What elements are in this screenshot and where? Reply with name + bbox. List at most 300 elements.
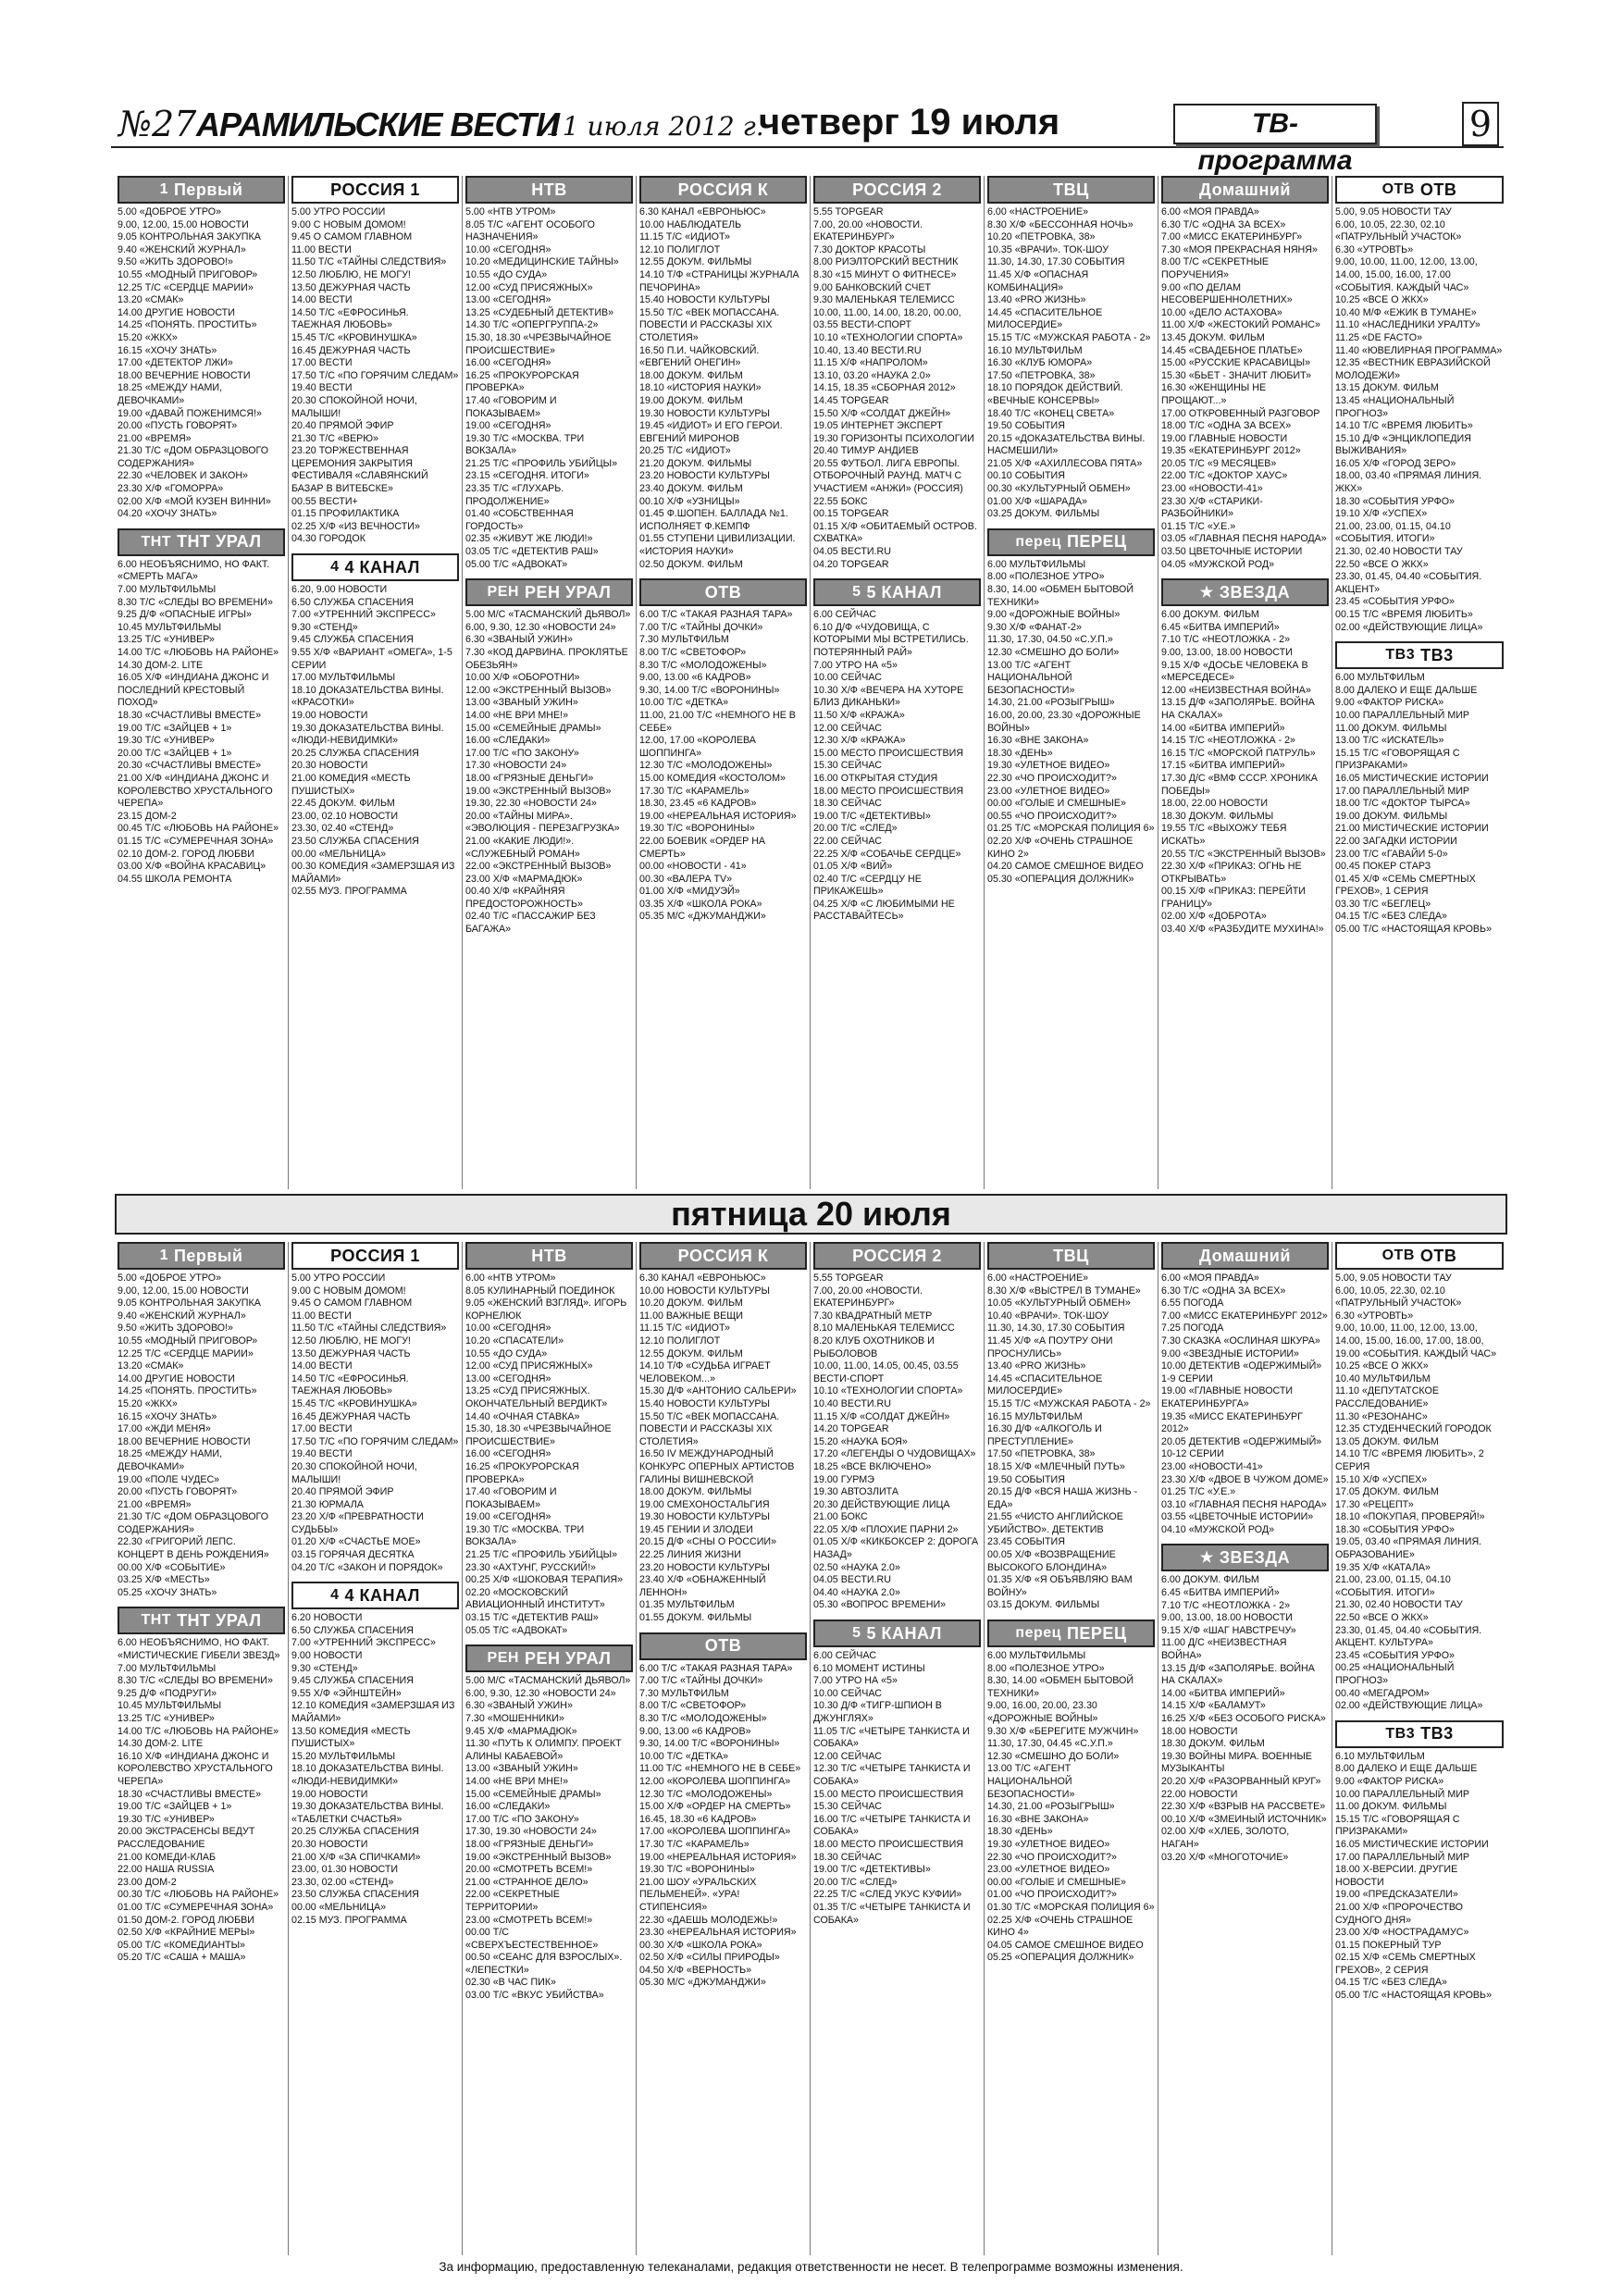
program-item: 01.40 «СОБСТВЕННАЯ ГОРДОСТЬ» <box>465 508 576 532</box>
program-item: 14.30, 21.00 «РОЗЫГРЫШ» <box>987 1801 1115 1813</box>
program-item: 17.30 «НОВОСТИ 24» <box>465 760 567 772</box>
program-item: 13.50 ДЕЖУРНАЯ ЧАСТЬ <box>291 1347 411 1359</box>
program-item: 10.55 «МОДНЫЙ ПРИГОВОР» <box>118 268 258 280</box>
program-item: 20.25 Т/С «ИДИОТ» <box>639 445 731 457</box>
program-item: 9.00, 12.00, 15.00 НОВОСТИ <box>118 1285 249 1297</box>
channel-logo <box>1161 176 1329 204</box>
program-item: 00.00 «МЕЛЬНИЦА» <box>291 1901 387 1913</box>
channel-icon: ОТВ <box>1381 1247 1415 1263</box>
program-item: 12.55 ДОКУМ. ФИЛЬМ <box>639 1347 743 1359</box>
program-item: 13.45 «НАЦИОНАЛЬНЫЙ ПРОГНОЗ» <box>1335 394 1457 419</box>
channel-name: ПЕРЕЦ <box>1066 532 1127 552</box>
program-item: 15.50 Х/Ф «СОЛДАТ ДЖЕЙН» <box>813 407 951 419</box>
channel-icon: перец <box>1015 1625 1061 1642</box>
program-item: 12.25 Т/С «СЕРДЦЕ МАРИИ» <box>118 281 254 293</box>
program-item: 8.05 КУЛИНАРНЫЙ ПОЕДИНОК <box>465 1285 615 1297</box>
program-list <box>639 609 807 924</box>
program-item: 18.30 ДОКУМ. ФИЛЬМ <box>1161 1738 1265 1750</box>
channel-block <box>987 1620 1155 1965</box>
program-item: 18.00 Т/С «ДОКТОР ТЫРСА» <box>1335 798 1470 810</box>
program-item: 9.30 МАЛЕНЬКАЯ ТЕЛЕМИСС <box>813 294 955 306</box>
program-item: 22.30 Х/Ф «ПРИКАЗ: ОГНЬ НЕ ОТКРЫВАТЬ» <box>1161 861 1305 885</box>
program-item: 9.55 Х/Ф «ЭЙНШТЕЙН» <box>291 1687 402 1699</box>
program-item: 23.35 Т/С «ГЛУХАРЬ. ПРОДОЛЖЕНИЕ» <box>465 483 567 507</box>
channel-name: ТНТ УРАЛ <box>177 532 262 552</box>
program-item: 23.40 Х/Ф «ОБНАЖЕННЫЙ ЛЕННОН» <box>639 1574 769 1598</box>
channel-name: 4 КАНАЛ <box>344 1585 420 1605</box>
program-item: 16.00 ОТКРЫТАЯ СТУДИЯ <box>813 772 938 784</box>
channel-logo <box>1161 1242 1329 1270</box>
schedule-column <box>637 176 811 1189</box>
program-item: 17.00 «КОРОЛЕВА ШОППИНГА» <box>639 1826 791 1838</box>
program-item: 9.45 О САМОМ ГЛАВНОМ <box>291 1297 413 1309</box>
program-item: 00.30 КОМЕДИЯ «ЗАМЕРЗШАЯ ИЗ МАЙАМИ» <box>291 861 458 885</box>
program-item: 22.25 ЛИНИЯ ЖИЗНИ <box>639 1549 741 1561</box>
program-item: 16.15 «ХОЧУ ЗНАТЬ» <box>118 344 217 356</box>
program-item: 00.30 «КУЛЬТУРНЫЙ ОБМЕН» <box>987 483 1131 495</box>
channel-name: РОССИЯ 2 <box>852 1246 942 1265</box>
program-item: 16.30 «ВНЕ ЗАКОНА» <box>987 1813 1089 1825</box>
program-item: 11.15 Т/С «ИДИОТ» <box>639 231 730 243</box>
program-item: 22.05 Х/Ф «ПЛОХИЕ ПАРНИ 2» <box>813 1523 959 1535</box>
program-item: 21.00, 23.00, 01.15, 04.10 «СОБЫТИЯ. ИТОГИ» <box>1335 520 1454 545</box>
program-item: 14.10 Т/Ф «СТРАНИЦЫ ЖУРНАЛА ПЕЧОРИНА» <box>639 268 802 293</box>
program-item: 15.00 МЕСТО ПРОИСШЕСТВИЯ <box>813 1788 964 1800</box>
program-item: 10.00 СЕЙЧАС <box>813 1687 882 1699</box>
program-item: 6.30 КАНАЛ «ЕВРОНЬЮС» <box>639 206 766 217</box>
program-item: 13.00 «ЗВАНЫЙ УЖИН» <box>465 1763 578 1775</box>
program-item: 05.25 «ОПЕРАЦИЯ ДОЛЖНИК» <box>987 1952 1134 1964</box>
channel-name: РОССИЯ 2 <box>852 180 942 199</box>
program-item: 04.10 «МУЖСКОЙ РОД» <box>1161 1523 1275 1535</box>
program-item: 02.25 Х/Ф «ИЗ ВЕЧНОСТИ» <box>291 520 420 532</box>
program-item: 23.00 Х/Ф «НОСТРАДАМУС» <box>1335 1927 1469 1939</box>
program-item: 11.00 ДОКУМ. ФИЛЬМЫ <box>1335 722 1447 734</box>
program-item: 04.05 «МУЖСКОЙ РОД» <box>1161 558 1275 570</box>
program-item: 20.00 «ПУСТЬ ГОВОРЯТ» <box>118 1486 238 1498</box>
program-item: 14.30 Т/С «ОПЕРГРУППА-2» <box>465 319 599 331</box>
program-item: 12.25 Т/С «СЕРДЦЕ МАРИИ» <box>118 1347 254 1359</box>
program-item: 00.30 «ВАЛЕРА TV» <box>639 873 733 885</box>
channel-logo <box>813 1620 981 1647</box>
program-item: 22.50 «ВСЕ О ЖКХ» <box>1335 558 1429 570</box>
program-item: 9.00, 12.00, 15.00 НОВОСТИ <box>118 218 249 230</box>
program-item: 7.00 «МИСС ЕКАТЕРИНБУРГ 2012» <box>1161 1309 1328 1322</box>
program-item: 03.35 Х/Ф «ШКОЛА РОКА» <box>639 898 762 910</box>
program-item: 14.00 Т/С «ЛЮБОВЬ НА РАЙОНЕ» <box>118 1725 279 1737</box>
program-list <box>118 1637 285 1964</box>
program-item: 13.40 «PRO ЖИЗНЬ» <box>987 294 1086 306</box>
channel-icon: 5 <box>852 1625 861 1642</box>
program-item: 7.10 Т/С «НЕОТЛОЖКА - 2» <box>1161 634 1291 646</box>
program-item: 20.25 СЛУЖБА СПАСЕНИЯ <box>291 1826 419 1838</box>
program-item: 12.30 «СМЕШНО ДО БОЛИ» <box>987 647 1120 658</box>
program-item: 16.05 МИСТИЧЕСКИЕ ИСТОРИИ <box>1335 1838 1489 1850</box>
program-item: 9.00 БАНКОВСКИЙ СЧЕТ <box>813 281 932 293</box>
program-item: 13.45 ДОКУМ. ФИЛЬМ <box>1161 331 1265 343</box>
program-item: 18.30 «СЧАСТЛИВЫ ВМЕСТЕ» <box>118 1788 262 1800</box>
program-item: 20.00 ЭКСТРАСЕНСЫ ВЕДУТ РАССЛЕДОВАНИЕ <box>118 1826 258 1850</box>
program-item: 11.50 Т/С «ТАЙНЫ СЛЕДСТВИЯ» <box>291 256 447 268</box>
program-list <box>987 1272 1155 1612</box>
program-item: 13.15 Д/Ф «ЗАПОЛЯРЬЕ. ВОЙНА НА СКАЛАХ» <box>1161 1662 1318 1687</box>
program-item: 12.35 СТУДЕНЧЕСКИЙ ГОРОДОК <box>1335 1423 1492 1435</box>
channel-block <box>813 1620 981 1927</box>
program-item: 15.20 МУЛЬТФИЛЬМЫ <box>291 1750 396 1762</box>
program-item: 16.50 П.И. ЧАЙКОВСКИЙ. «ЕВГЕНИЙ ОНЕГИН» <box>639 344 762 369</box>
program-item: 9.45 СЛУЖБА СПАСЕНИЯ <box>291 1675 414 1687</box>
program-list <box>118 559 285 886</box>
program-item: 17.40 «ГОВОРИМ И ПОКАЗЫВАЕМ» <box>465 1486 560 1510</box>
program-item: 8.30, 14.00 «ОБМЕН БЫТОВОЙ ТЕХНИКИ» <box>987 584 1137 608</box>
program-item: 02.50 ДОКУМ. ФИЛЬМ <box>639 558 743 570</box>
program-item: 05.00 Т/С «КОМЕДИАНТЫ» <box>118 1939 245 1951</box>
program-item: 19.00 НОВОСТИ <box>291 709 368 721</box>
program-item: 16.15 МУЛЬТФИЛЬМ <box>987 1410 1083 1422</box>
program-item: 19.30 Т/С «МОСКВА. ТРИ ВОКЗАЛА» <box>465 1523 588 1548</box>
program-item: 05.20 Т/С «САША + МАША» <box>118 1952 246 1964</box>
program-item: 00.15 Х/Ф «ПРИКАЗ: ПЕРЕЙТИ ГРАНИЦУ» <box>1161 886 1308 910</box>
channel-logo <box>639 1632 807 1660</box>
program-item: 6.00 «НАСТРОЕНИЕ» <box>987 1272 1089 1284</box>
channel-block <box>639 1242 807 1625</box>
program-list <box>465 206 633 571</box>
program-item: 11.15 Х/Ф «НАПРОЛОМ» <box>813 357 928 369</box>
program-item: 14.10 Т/Ф «СУДЬБА ИГРАЕТ ЧЕЛОВЕКОМ...» <box>639 1360 774 1384</box>
program-item: 8.30 Т/С «МОЛОДОЖЕНЫ» <box>639 1713 767 1724</box>
program-item: 05.30 М/С «ДЖУМАНДЖИ» <box>639 1977 766 1989</box>
program-item: 11.30, 14.30, 17.30 СОБЫТИЯ <box>987 256 1125 268</box>
channel-logo <box>639 1242 807 1270</box>
program-list <box>813 1272 981 1612</box>
program-item: 21.00 «ВРЕМЯ» <box>118 432 192 444</box>
program-item: 5.55 TOPGEAR <box>813 1272 884 1284</box>
program-item: 12.30 Х/Ф «КРАЖА» <box>813 735 906 747</box>
program-item: 10.30 Д/Ф «ТИГР-ШПИОН В ДЖУНГЛЯХ» <box>813 1700 945 1724</box>
program-item: 02.00 Х/Ф «ДОБРОТА» <box>1161 911 1267 923</box>
program-list <box>465 1675 633 2002</box>
channel-icon: РЕН <box>487 584 519 601</box>
program-item: 11.00 ВАЖНЫЕ ВЕЩИ <box>639 1309 743 1322</box>
program-list <box>1161 206 1329 571</box>
program-item: 18.10 ДОКАЗАТЕЛЬСТВА ВИНЫ. «КРАСОТКИ» <box>291 684 447 709</box>
program-item: 8.30 Х/Ф «БЕССОННАЯ НОЧЬ» <box>987 218 1134 230</box>
program-item: 16.00 «СЕГОДНЯ» <box>465 357 551 369</box>
program-item: 6.20, 9.00 НОВОСТИ <box>291 584 388 596</box>
program-item: 03.15 ДОКУМ. ФИЛЬМЫ <box>987 1599 1100 1611</box>
program-item: 16.25 «ПРОКУРОРСКАЯ ПРОВЕРКА» <box>465 1460 582 1485</box>
program-item: 18.00 ВЕЧЕРНИЕ НОВОСТИ <box>118 369 251 381</box>
program-item: 15.00 «СЕМЕЙНЫЕ ДРАМЫ» <box>465 722 601 734</box>
program-list <box>291 206 459 546</box>
program-item: 6.20 НОВОСТИ <box>291 1612 363 1624</box>
program-list <box>987 559 1155 886</box>
program-item: 14.15, 18.35 «СБОРНАЯ 2012» <box>813 382 956 394</box>
program-item: 17.00 ПАРАЛЛЕЛЬНЫЙ МИР <box>1335 1851 1470 1863</box>
program-item: 20.15 Д/Ф «СНЫ О РОССИИ» <box>639 1536 777 1548</box>
program-item: 03.25 ДОКУМ. ФИЛЬМЫ <box>987 508 1100 520</box>
schedule-column <box>811 176 985 1189</box>
program-item: 18.30 ДОКУМ. ФИЛЬМЫ <box>1161 810 1274 822</box>
program-item: 19.00 ДОКУМ. ФИЛЬМ <box>639 394 743 406</box>
program-item: 6.00, 9.30, 12.30 «НОВОСТИ 24» <box>465 1687 616 1699</box>
program-item: 19.00 ДОКУМ. ФИЛЬМЫ <box>1335 810 1448 822</box>
program-item: 16.05 Х/Ф «ИНДИАНА ДЖОНС И ПОСЛЕДНИЙ КРЕСТОВЫЙ ПОХОД» <box>118 672 272 709</box>
program-item: 18.25 «ВСЕ ВКЛЮЧЕНО» <box>813 1460 932 1472</box>
channel-icon: перец <box>1015 533 1061 550</box>
channel-name: ОТВ <box>1419 180 1457 199</box>
program-item: 8.30 Т/С «СЛЕДЫ ВО ВРЕМЕНИ» <box>118 596 273 608</box>
program-item: 18.00 НОВОСТИ <box>1161 1725 1238 1737</box>
schedule-column <box>115 176 289 1189</box>
program-item: 10.30 Х/Ф «ВЕЧЕРА НА ХУТОРЕ БЛИЗ ДИКАНЬКИ» <box>813 684 967 709</box>
program-item: 20.40 ПРЯМОЙ ЭФИР <box>291 420 394 432</box>
program-item: 01.00 Х/Ф «ШАРАДА» <box>987 495 1087 507</box>
program-item: 21.00 ШОУ «УРАЛЬСКИХ ПЕЛЬМЕНЕЙ». «УРА! СТИПЕНСИЯ» <box>639 1876 760 1913</box>
program-item: 9.00, 10.00, 11.00, 12.00, 13.00, 14.00, 15.00, 16.00, 17.00 «СОБЫТИЯ. КАЖДЫЙ ЧАС» <box>1335 256 1481 293</box>
program-item: 9.55 Х/Ф «ВАРИАНТ «ОМЕГА», 1-5 СЕРИИ <box>291 647 455 671</box>
program-item: 13.50 ДЕЖУРНАЯ ЧАСТЬ <box>291 281 411 293</box>
program-item: 8.20 КЛУБ ОХОТНИКОВ И РЫБОЛОВОВ <box>813 1334 937 1359</box>
channel-name: НТВ <box>531 180 567 199</box>
program-item: 23.00, 01.30 НОВОСТИ <box>291 1864 399 1876</box>
program-item: 11.10 «НАСЛЕДНИКИ УРАЛТУ» <box>1335 319 1481 331</box>
program-item: 20.00 «СМОТРЕТЬ ВСЕМ!» <box>465 1864 593 1876</box>
program-item: 16.15 Т/С «МОРСКОЙ ПАТРУЛЬ» <box>1161 747 1316 759</box>
tv-program-badge: ТВ-программа <box>1173 104 1377 144</box>
program-item: 11.30 «РЕЗОНАНС» <box>1335 1410 1428 1422</box>
program-item: 22.00 ЗАГАДКИ ИСТОРИИ <box>1335 835 1457 847</box>
program-item: 01.15 Т/С «У.Е.» <box>1161 520 1236 532</box>
program-item: 6.00 НЕОБЪЯСНИМО, НО ФАКТ. «МИСТИЧЕСКИЕ ГИБЕЛИ ЗВЕЗД» <box>118 1637 280 1662</box>
channel-name: 5 КАНАЛ <box>866 582 942 602</box>
program-item: 02.20 Х/Ф «ОЧЕНЬ СТРАШНОЕ КИНО 2» <box>987 835 1136 860</box>
program-item: 05.30 «ОПЕРАЦИЯ ДОЛЖНИК» <box>987 873 1134 885</box>
program-item: 12.30 Т/С «МОЛОДОЖЕНЫ» <box>639 1788 773 1800</box>
program-item: 9.00, 10.00, 11.00, 12.00, 13.00, 14.00, 15.00, 16.00, 17.00, 18.00, 19.00 «СОБЫТИЯ. КАЖДЫЙ ЧАС» <box>1335 1322 1497 1359</box>
program-item: 18.15 Х/Ф «МЛЕЧНЫЙ ПУТЬ» <box>987 1460 1125 1472</box>
program-item: 02.00 Х/Ф «МОЙ КУЗЕН ВИННИ» <box>118 495 271 507</box>
program-item: 9.30 «СТЕНД» <box>291 621 358 633</box>
program-item: 11.45 Х/Ф «А ПОУТРУ ОНИ ПРОСНУЛИСЬ» <box>987 1334 1116 1359</box>
channel-logo <box>291 176 459 204</box>
program-list <box>813 609 981 924</box>
program-item: 21.55 «ЧИСТО АНГЛИЙСКОЕ УБИЙСТВО». ДЕТЕКТИВ <box>987 1511 1126 1535</box>
channel-block <box>813 578 981 924</box>
program-item: 9.00, 13.00 «6 КАДРОВ» <box>639 672 751 684</box>
program-item: 19.00 «ГЛАВНЫЕ НОВОСТИ ЕКАТЕРИНБУРГА» <box>1161 1385 1296 1409</box>
program-item: 00.00 «НОВОСТИ - 41» <box>639 861 747 873</box>
program-item: 8.10 МАЛЕНЬКАЯ ТЕЛЕМИСС <box>813 1322 955 1334</box>
program-item: 13.25 Т/С «УНИВЕР» <box>118 634 215 646</box>
channel-name: НТВ <box>531 1246 567 1265</box>
program-item: 9.00, 16.00, 20.00, 23.30 «ДОРОЖНЫЕ ВОЙНЫ» <box>987 1700 1100 1724</box>
channel-name: РЕН УРАЛ <box>524 582 612 602</box>
program-item: 7.30 КВАДРАТНЫЙ МЕТР <box>813 1309 933 1322</box>
program-item: 13.20 «СМАК» <box>118 1360 184 1372</box>
program-item: 00.45 ПОКЕР СТАРЗ <box>1335 861 1431 873</box>
channel-name: Домашний <box>1199 180 1291 199</box>
channel-logo <box>1335 1720 1504 1748</box>
channel-name: ТВЦ <box>1053 1246 1089 1265</box>
program-item: 04.05 ВЕСТИ.RU <box>813 546 891 558</box>
program-item: 10.00 ДЕТЕКТИВ «ОДЕРЖИМЫЙ» 1-9 СЕРИИ <box>1161 1360 1325 1384</box>
program-item: 05.05 Т/С «АДВОКАТ» <box>465 1624 568 1636</box>
program-item: 14.40 «ОЧНАЯ СТАВКА» <box>465 1410 580 1422</box>
program-item: 12.35 «ВЕСТНИК ЕВРАЗИЙСКОЙ МОЛОДЕЖИ» <box>1335 357 1493 381</box>
program-item: 11.30, 17.30, 04.50 «С.У.П.» <box>987 634 1113 646</box>
schedule-column <box>463 1242 637 2255</box>
channel-logo <box>465 1644 633 1672</box>
program-item: 18.30 «СЧАСТЛИВЫ ВМЕСТЕ» <box>118 709 262 721</box>
channel-block <box>1161 1544 1329 1864</box>
program-item: 22.50 «ВСЕ О ЖКХ» <box>1335 1612 1429 1624</box>
friday-schedule <box>115 1242 1507 2255</box>
program-item: 02.20 «МОСКОВСКИЙ АВИАЦИОННЫЙ ИНСТИТУТ» <box>465 1586 605 1611</box>
channel-block <box>1335 641 1504 936</box>
program-item: 01.45 Х/Ф «СЕМЬ СМЕРТНЫХ ГРЕХОВ», 1 СЕРИЯ <box>1335 873 1479 898</box>
channel-logo <box>813 176 981 204</box>
program-item: 9.45 О САМОМ ГЛАВНОМ <box>291 231 413 243</box>
program-item: 6.00 «НАСТРОЕНИЕ» <box>987 206 1089 217</box>
program-item: 7.00, 20.00 «НОВОСТИ. ЕКАТЕРИНБУРГ» <box>813 218 926 243</box>
channel-logo <box>291 1242 459 1270</box>
program-item: 15.20 «НАУКА БОЯ» <box>813 1435 908 1447</box>
program-item: 6.00 МУЛЬТФИЛЬМЫ <box>987 558 1086 570</box>
program-item: 23.30, 02.00 «СТЕНД» <box>291 1876 394 1888</box>
program-item: 04.55 ШКОЛА РЕМОНТА <box>118 873 232 885</box>
program-item: 00.30 Х/Ф «ШКОЛА РОКА» <box>639 1939 762 1951</box>
program-item: 01.00 Х/Ф «МИДУЭЙ» <box>639 886 740 898</box>
program-item: 15.30, 18.30 «ЧРЕЗВЫЧАЙНОЕ ПРОИСШЕСТВИЕ» <box>465 1423 614 1447</box>
program-item: 19.30 Т/С «ВОРОНИНЫ» <box>639 823 755 835</box>
program-item: 15.40 НОВОСТИ КУЛЬТУРЫ <box>639 1397 771 1409</box>
program-item: 20.30 «СЧАСТЛИВЫ ВМЕСТЕ» <box>118 760 262 772</box>
program-item: 8.30 «15 МИНУТ О ФИТНЕСЕ» <box>813 268 957 280</box>
program-list <box>291 584 459 899</box>
program-item: 14.00 «НЕ ВРИ МНЕ!» <box>465 709 569 721</box>
program-item: 00.10 Х/Ф «УЗНИЦЫ» <box>639 495 740 507</box>
channel-block <box>1161 1242 1329 1536</box>
program-item: 23.45 СОБЫТИЯ <box>987 1536 1065 1548</box>
schedule-column <box>1332 176 1506 1189</box>
program-item: 23.30 Х/Ф «СТАРИКИ-РАЗБОЙНИКИ» <box>1161 495 1263 520</box>
thursday-schedule <box>115 176 1507 1189</box>
program-item: 9.40 «ЖЕНСКИЙ ЖУРНАЛ» <box>118 243 246 255</box>
program-item: 6.55 ПОГОДА <box>1161 1297 1224 1309</box>
program-item: 19.00 Т/С «ДЕТЕКТИВЫ» <box>813 1864 931 1876</box>
program-item: 12.30 Т/С «ЧЕТЫРЕ ТАНКИСТА И СОБАКА» <box>813 1763 973 1787</box>
program-item: 5.00 УТРО РОССИИ <box>291 206 386 217</box>
program-item: 17.00 ОТКРОВЕННЫЙ РАЗГОВОР <box>1161 407 1320 419</box>
program-item: 16.30 «ВНЕ ЗАКОНА» <box>987 735 1089 747</box>
program-item: 19.30 ГОРИЗОНТЫ ПСИХОЛОГИИ <box>813 432 974 444</box>
channel-block <box>987 176 1155 521</box>
program-item: 7.00 УТРО НА «5» <box>813 1675 898 1687</box>
program-item: 11.00 ВЕСТИ <box>291 1309 352 1322</box>
channel-block <box>291 176 459 546</box>
program-item: 15.40 НОВОСТИ КУЛЬТУРЫ <box>639 294 771 306</box>
program-item: 11.40 «ЮВЕЛИРНАЯ ПРОГРАММА» <box>1335 344 1503 356</box>
program-item: 23.30, 01.45, 04.40 «СОБЫТИЯ. АКЦЕНТ» <box>1335 571 1485 595</box>
program-item: 9.40 «ЖЕНСКИЙ ЖУРНАЛ» <box>118 1309 246 1322</box>
program-item: 10.00 «СЕГОДНЯ» <box>465 1322 551 1334</box>
channel-logo <box>118 1607 285 1634</box>
program-item: 21.25 Т/С «ПРОФИЛЬ УБИЙЦЫ» <box>465 1549 618 1561</box>
program-item: 9.05 «ЖЕНСКИЙ ВЗГЛЯД». ИГОРЬ КОРНЕЛЮК <box>465 1297 630 1322</box>
program-item: 18.10 ДОКАЗАТЕЛЬСТВА ВИНЫ. «ЛЮДИ-НЕВИДИМКИ» <box>291 1763 447 1787</box>
program-item: 00.40 Х/Ф «КРАЙНЯЯ ПРЕДОСТОРОЖНОСТЬ» <box>465 886 583 910</box>
program-item: 04.50 Х/Ф «ВЕРНОСТЬ» <box>639 1964 752 1976</box>
program-item: 20.30 СПОКОЙНОЙ НОЧИ, МАЛЫШИ! <box>291 394 420 419</box>
program-item: 03.00 Т/С «ВКУС УБИЙСТВА» <box>465 1990 604 2002</box>
program-item: 5.00 УТРО РОССИИ <box>291 1272 386 1284</box>
program-list <box>813 1650 981 1927</box>
program-item: 7.30 СКАЗКА «ОСЛИНАЯ ШКУРА» <box>1161 1334 1320 1347</box>
program-item: 04.25 Х/Ф «С ЛЮБИМЫМИ НЕ РАССТАВАЙТЕСЬ» <box>813 898 958 923</box>
channel-block <box>1161 578 1329 936</box>
program-item: 19.30 ДОКАЗАТЕЛЬСТВА ВИНЫ. «ТАБЛЕТКИ СЧАСТЬЯ» <box>291 1801 447 1825</box>
program-item: 19.30 НОВОСТИ КУЛЬТУРЫ <box>639 407 771 419</box>
program-item: 00.55 «ЧО ПРОИСХОДИТ?» <box>987 810 1117 822</box>
program-item: 15.20 «ЖКХ» <box>118 331 178 343</box>
program-item: 12.50 ЛЮБЛЮ, НЕ МОГУ! <box>291 1334 411 1347</box>
program-item: 19.50 СОБЫТИЯ <box>987 1473 1065 1485</box>
schedule-column <box>1158 1242 1332 2255</box>
program-item: 02.15 Х/Ф «СЕМЬ СМЕРТНЫХ ГРЕХОВ», 2 СЕРИЯ <box>1335 1952 1479 1976</box>
program-item: 15.30 СЕЙЧАС <box>813 1801 882 1813</box>
channel-columns <box>115 1242 1507 2255</box>
program-item: 02.40 Т/С «СЕРДЦУ НЕ ПРИКАЖЕШЬ» <box>813 873 924 898</box>
program-item: 10.25 «ВСЕ О ЖКХ» <box>1335 1360 1429 1372</box>
program-item: 19.40 ВЕСТИ <box>291 1448 353 1460</box>
newspaper-title: АРАМИЛЬСКИЕ ВЕСТИ <box>196 105 560 143</box>
program-item: 8.05 Т/С «АГЕНТ ОСОБОГО НАЗНАЧЕНИЯ» <box>465 218 598 243</box>
channel-block <box>987 528 1155 886</box>
program-item: 01.55 СТУПЕНИ ЦИВИЛИЗАЦИИ. «ИСТОРИЯ НАУКИ» <box>639 533 799 558</box>
program-item: 6.00 НЕОБЪЯСНИМО, НО ФАКТ. «СМЕРТЬ МАГА» <box>118 558 273 583</box>
program-item: 15.10 Х/Ф «УСПЕХ» <box>1335 1473 1428 1485</box>
channel-block <box>465 176 633 571</box>
program-item: 6.10 Д/Ф «ЧУДОВИЩА, С КОТОРЫМИ МЫ ВСТРЕТИЛИСЬ. ПОТЕРЯННЫЙ РАЙ» <box>813 621 972 658</box>
program-item: 22.30 Х/Ф «ВЗРЫВ НА РАССВЕТЕ» <box>1161 1801 1326 1813</box>
channel-block <box>118 1242 285 1599</box>
program-item: 10.00 ПАРАЛЛЕЛЬНЫЙ МИР <box>1335 1788 1470 1800</box>
program-item: 14.00 ДРУГИЕ НОВОСТИ <box>118 306 235 318</box>
program-item: 23.20 Х/Ф «ПРЕВРАТНОСТИ СУДЬБЫ» <box>291 1511 427 1535</box>
program-item: 15.00 МЕСТО ПРОИСШЕСТВИЯ <box>813 747 964 759</box>
program-item: 14.50 Т/С «ЕФРОСИНЬЯ. ТАЕЖНАЯ ЛЮБОВЬ» <box>291 306 412 331</box>
program-item: 22.25 Х/Ф «СОБАЧЬЕ СЕРДЦЕ» <box>813 848 961 860</box>
program-item: 18.00 МЕСТО ПРОИСШЕСТВИЯ <box>813 785 964 797</box>
program-item: 11.25 «DE FACTO» <box>1335 331 1423 343</box>
program-item: 16.30 «ЖЕНЩИНЫ НЕ ПРОЩАЮТ...» <box>1161 382 1270 406</box>
program-item: 23.20 ТОРЖЕСТВЕННАЯ ЦЕРЕМОНИЯ ЗАКРЫТИЯ ФЕСТИВАЛЯ «СЛАВЯНСКИЙ БАЗАР В ВИТЕБСКЕ» <box>291 445 431 495</box>
program-item: 20.00 Т/С «СЛЕД» <box>813 1876 898 1888</box>
program-item: 03.40 Х/Ф «РАЗБУДИТЕ МУХИНА!» <box>1161 924 1324 936</box>
friday-day-bar: пятница 20 июля <box>115 1194 1507 1235</box>
program-item: 04.40 «НАУКА 2.0» <box>813 1586 900 1598</box>
channel-icon: 1 <box>159 1247 168 1263</box>
program-item: 03.10 «ГЛАВНАЯ ПЕСНЯ НАРОДА» <box>1161 1498 1327 1510</box>
channel-name: РЕН УРАЛ <box>524 1648 612 1668</box>
program-item: 21.30, 02.40 НОВОСТИ ТАУ <box>1335 546 1463 558</box>
program-item: 01.05 Х/Ф «ВИЙ» <box>813 861 893 873</box>
program-item: 12.30 Т/С «МОЛОДОЖЕНЫ» <box>639 760 773 772</box>
program-item: 6.30 «ЗВАНЫЙ УЖИН» <box>465 1700 573 1712</box>
program-item: 05.00 Т/С «НАСТОЯЩАЯ КРОВЬ» <box>1335 924 1493 936</box>
program-item: 7.30 «МОШЕННИКИ» <box>465 1713 564 1724</box>
